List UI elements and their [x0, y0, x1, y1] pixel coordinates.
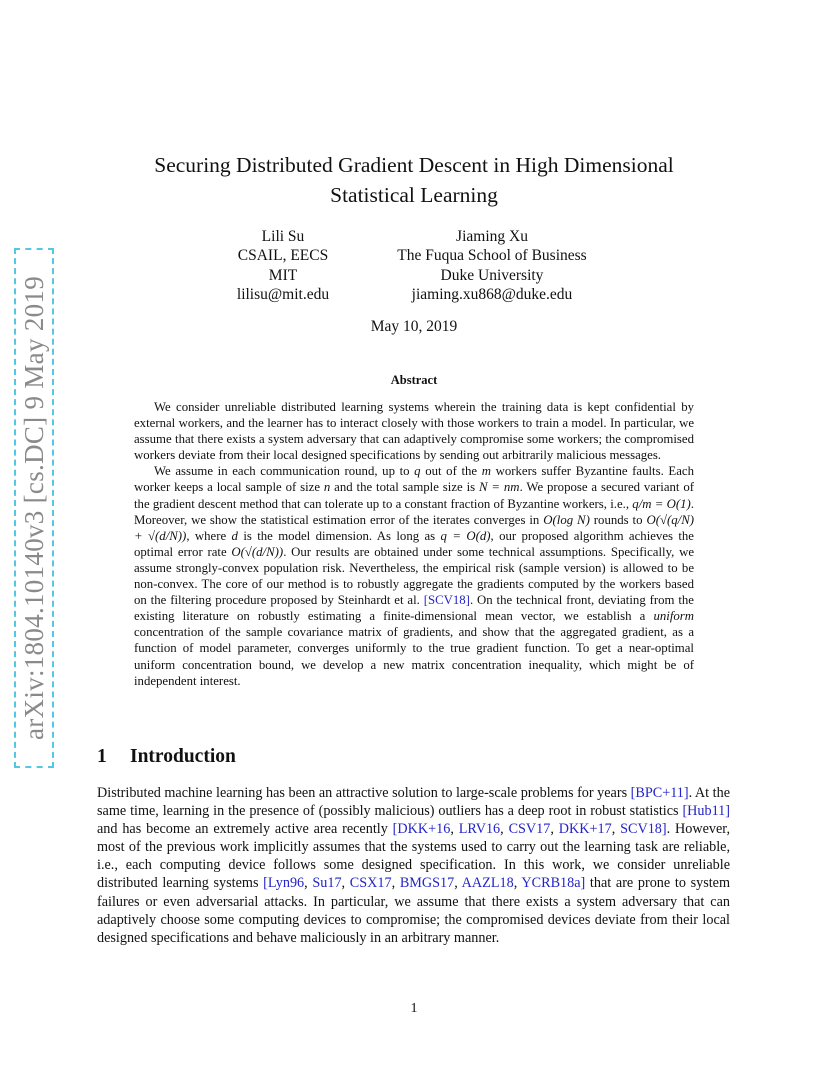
citation-link[interactable]: [Hub11] [682, 803, 730, 820]
math-expression: O(√(q/N) + √(d/N)) [134, 512, 694, 543]
citation-link[interactable]: LRV16 [458, 821, 501, 838]
emphasis-text: uniform [653, 609, 694, 624]
introduction-body [97, 784, 730, 947]
section-heading-introduction [97, 746, 497, 768]
page-number: 1 [410, 1001, 418, 1016]
author-affiliation: The Fuqua School of Business [397, 247, 587, 265]
author-institution: MIT [268, 266, 298, 284]
citation-link[interactable]: AAZL18 [461, 875, 514, 892]
math-expression: q/m = O(1) [632, 496, 691, 511]
abstract-paragraph-2: We assume in each communication round, up to q out of the m workers suffer Byzantine faults. Each worker keeps a local sample of size n and the total sample size is N = nm. We propose a secured variant of the gradient descent method that can tolerate up to a constant fraction of Byzantine workers, i.e., q/m = O(1). Moreover, we show the statistical estimation error of the iterates converges in O(log N) rounds to O(√(q/N) + √(d/N)), where d is the model dimension. As long as q = O(d), our proposed algorithm achieves the optimal error rate O(√(d/N)). Our results are obtained under some technical assumptions. Specifically, we assume strongly-convex population risk. Nevertheless, the empirical risk (sample version) is allowed to be non-convex. The core of our method is to robustly aggregate the gradients computed by the workers based on the filtering procedure proposed by Steinhardt et al. [SCV18]. On the technical front, deviating from the existing literature on robustly estimating a finite-dimensional mean vector, we establish a uniform concentration of the sample covariance matrix of gradients, and show that the aggregated gradient, as a function of model parameter, converges uniformly to the true gradient function. To get a near-optimal uniform concentration bound, we develop a new matrix concentration inequality, which might be of independent interest. [134, 464, 695, 688]
author-block-su [218, 227, 348, 304]
citation-link[interactable]: SCV18] [620, 821, 667, 838]
abstract-paragraph-1: We consider unreliable distributed learning systems wherein the training data is kept confidential by external workers, and the learner has to interact closely with those workers to train a model. In particular, we assume that there exists a system adversary that can adaptively compromise some workers; the compromised workers deviate from their local designed specifications by sending out arbitrarily malicious messages. [134, 400, 694, 463]
section-title: Introduction [130, 746, 236, 767]
citation-link[interactable]: BMGS17 [399, 875, 455, 892]
arxiv-identifier-stamp: arXiv:1804.10140v3 [cs.DC] 9 May 2019 [14, 248, 54, 768]
author-name: Lili Su [261, 228, 305, 245]
author-institution: Duke University [440, 266, 544, 284]
title-line-1: Securing Distributed Gradient Descent in High Dimensional [154, 153, 674, 177]
author-block-xu [370, 227, 614, 304]
publication-date: May 10, 2019 [370, 318, 458, 335]
citation-link[interactable]: DKK+17 [558, 821, 612, 838]
author-email: jiaming.xu868@duke.edu [411, 285, 573, 303]
abstract-heading: Abstract [390, 373, 438, 387]
math-expression: N = nm [478, 480, 520, 495]
citation-link[interactable]: Su17 [312, 875, 342, 892]
math-expression: O(log N) [543, 512, 590, 527]
math-expression: O(√(d/N)) [231, 544, 284, 559]
section-number: 1 [97, 746, 107, 767]
citation-link[interactable]: [SCV18] [423, 593, 470, 608]
author-name: Jiaming Xu [456, 228, 528, 245]
author-email: lilisu@mit.edu [236, 285, 330, 303]
introduction-paragraph: Distributed machine learning has been an attractive solution to large-scale problems for years [BPC+11]. At the same time, learning in the presence of (possibly malicious) outliers has a deep root in robust statistics [Hub11] and has become an extremely active area recently [DKK+16, LRV16, CSV17, DKK+17, SCV18]. However, most of the previous work implicitly assumes that the systems used to carry out the learning task are reliable, i.e., each computing device follows some designed specification. In this work, we consider unreliable distributed learning systems [Lyn96, Su17, CSX17, BMGS17, AAZL18, YCRB18a] that are prone to system failures or even adversarial attacks. In particular, we assume that there exists a system adversary that can adaptively choose some computing devices to compromise; the compromised devices deviate from their local designed specifications and behave maliciously in an arbitrary manner. [97, 785, 731, 946]
citation-link[interactable]: YCRB18a] [521, 875, 586, 892]
author-affiliation: CSAIL, EECS [237, 247, 329, 265]
math-expression: q = O(d) [440, 528, 491, 543]
abstract-body [134, 399, 694, 689]
paper-title [100, 150, 728, 210]
citation-link[interactable]: CSX17 [349, 875, 392, 892]
citation-link[interactable]: [Lyn96 [263, 875, 305, 892]
title-line-2: Statistical Learning [330, 183, 498, 207]
citation-link[interactable]: CSV17 [508, 821, 551, 838]
citation-link[interactable]: [DKK+16 [392, 821, 451, 838]
citation-link[interactable]: [BPC+11] [630, 785, 689, 801]
